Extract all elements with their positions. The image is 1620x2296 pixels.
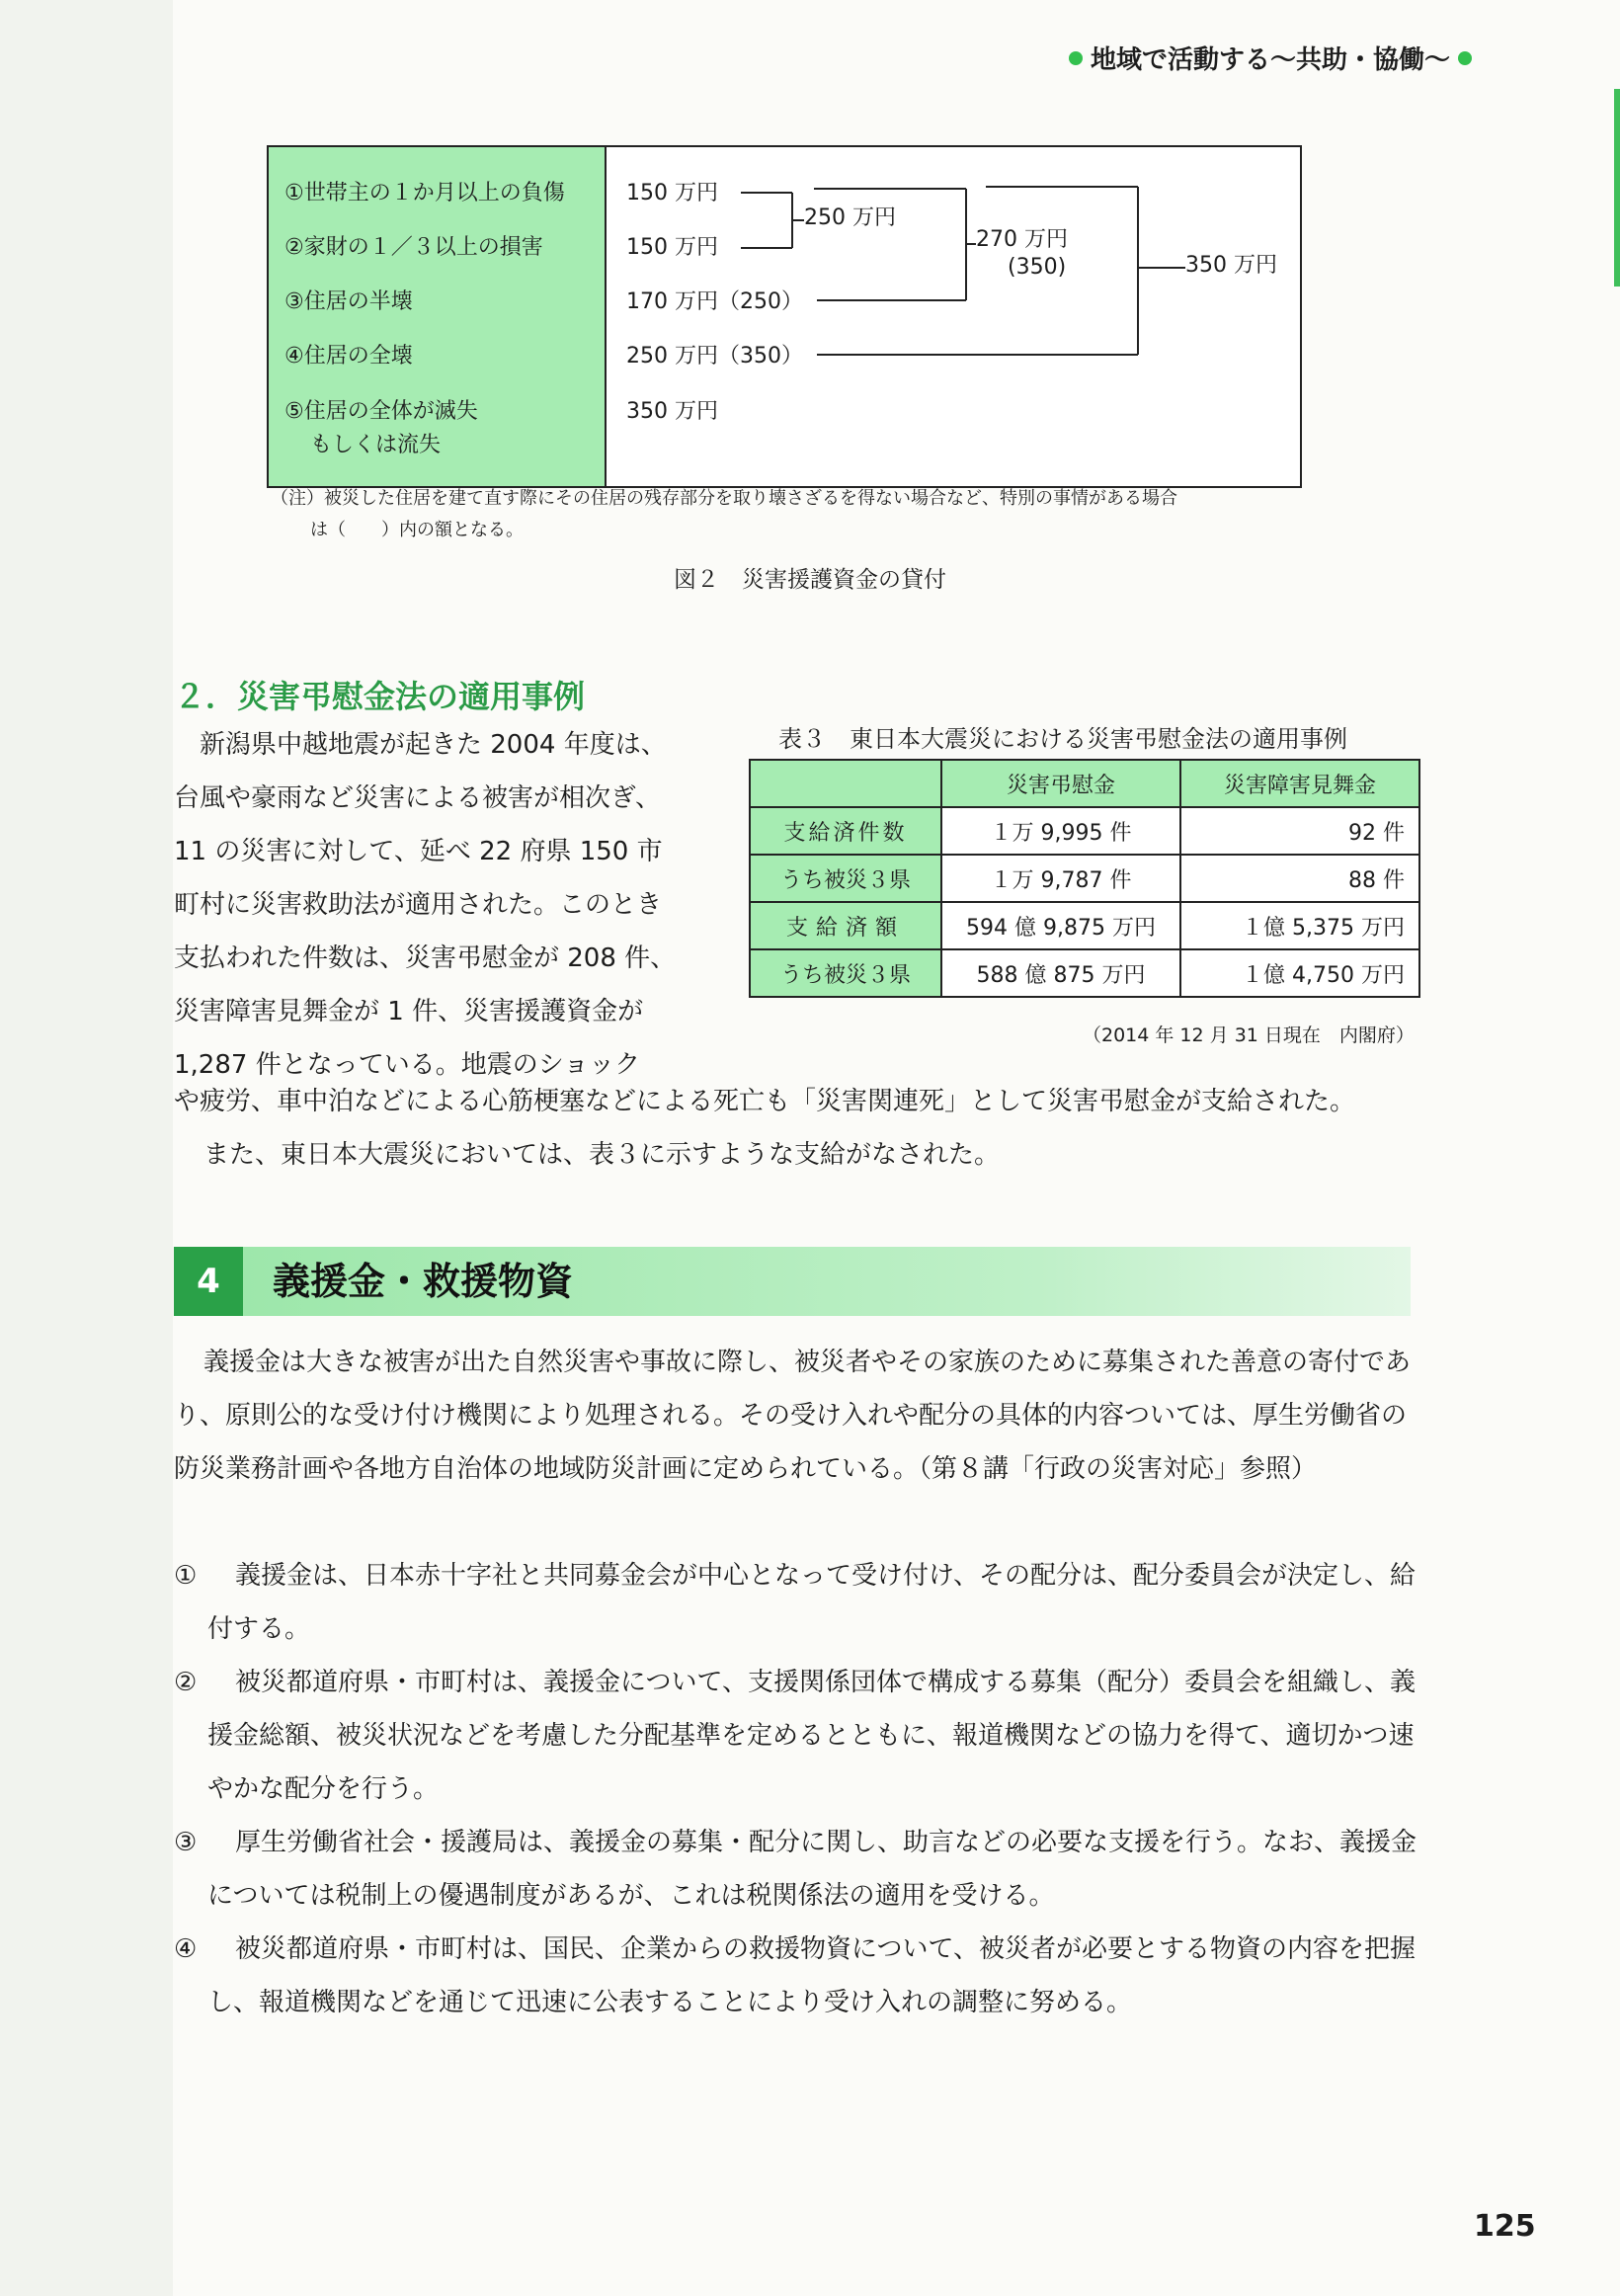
figure-note-line-1: （注）被災した住居を建て直す際にその住居の残存部分を取り壊さざるを得ない場合など、特別の事情がある場合 <box>271 488 1177 509</box>
figure-condition-5-cont: もしくは流失 <box>310 433 442 457</box>
table-cell: １億 4,750 万円 <box>1180 949 1419 997</box>
figure-2-diagram <box>267 145 1302 488</box>
figure-node-270: 270 万円 <box>976 227 1068 252</box>
table-col-header: 災害弔慰金 <box>941 760 1180 807</box>
section-4-intro: 義援金は大きな被害が出た自然災害や事故に際し、被災者やその家族のために募集された善意の寄付であり、原則公的な受け付け機関により処理される。その受け入れや配分の具体的内容ついては、厚生労働省の防災業務計画や各地方自治体の地域防災計画に定められている。（第８講「行政の災害対応」参照） <box>174 1348 1412 1484</box>
table-cell: １万 9,787 件 <box>941 855 1180 902</box>
body-line: 新潟県中越地震が起きた 2004 年度は、 <box>200 730 667 760</box>
body-line: 災害障害見舞金が 1 件、災害援護資金が <box>174 997 644 1026</box>
header-title: 地域で活動する～共助・協働～ <box>1090 45 1450 75</box>
figure-amount-3: 170 万円（250） <box>626 289 803 314</box>
figure-amount-2: 150 万円 <box>626 235 718 260</box>
figure-amount-4: 250 万円（350） <box>626 344 803 369</box>
table-cell: １万 9,995 件 <box>941 807 1180 855</box>
list-item <box>174 1656 1428 1816</box>
list-item-text: 厚生労働省社会・援護局は、義援金の募集・配分に関し、助言などの必要な支援を行う。なお、義援金については税制上の優遇制度があるが、これは税関係法の適用を受ける。 <box>207 1828 1418 1911</box>
figure-condition-5: ⑤住居の全体が滅失 <box>284 399 478 424</box>
list-marker: ④ <box>174 1934 198 1964</box>
page-edge-tab <box>1614 89 1620 287</box>
list-item <box>174 1816 1428 1923</box>
list-item <box>174 1923 1428 2029</box>
list-marker: ① <box>174 1561 198 1591</box>
table-cell: 594 億 9,875 万円 <box>941 902 1180 949</box>
table-row-label: うち被災３県 <box>750 949 941 997</box>
body-line: 11 の災害に対して、延べ 22 府県 150 市 <box>174 837 663 866</box>
figure-node-270-sub: (350) <box>1008 255 1067 280</box>
section-2-body-narrow <box>174 718 707 1092</box>
figure-amount-1: 150 万円 <box>626 181 718 205</box>
figure-condition-1: ①世帯主の１か月以上の負傷 <box>284 181 565 205</box>
section-2-body-last: また、東日本大震災においては、表３に示すような支給がなされた。 <box>203 1140 1001 1170</box>
table-cell: 88 件 <box>1180 855 1419 902</box>
body-line: 1,287 件となっている。地震のショック <box>174 1050 641 1080</box>
list-item-text: 被災都道府県・市町村は、義援金について、支援関係団体で構成する募集（配分）委員会を組織し、義援金総額、被災状況などを考慮した分配基準を定めるとともに、報道機関などの協力を得て、適切かつ速やかな配分を行う。 <box>207 1668 1416 1804</box>
section-4-heading: 義援金・救援物資 <box>273 1260 574 1303</box>
figure-condition-4: ④住居の全壊 <box>284 344 413 369</box>
table-3 <box>749 759 1420 998</box>
figure-note-line-2: は（ ）内の額となる。 <box>310 520 524 540</box>
section-2-heading: ２．災害弔慰金法の適用事例 <box>174 678 586 715</box>
table-header-row <box>750 760 1419 807</box>
figure-condition-2: ②家財の１／３以上の損害 <box>284 235 543 260</box>
table-corner-cell <box>750 760 941 807</box>
figure-2-caption: 図２ 災害援護資金の貸付 <box>674 567 946 593</box>
table-row-label: 支給済額 <box>750 902 941 949</box>
figure-condition-3: ③住居の半壊 <box>284 289 413 314</box>
list-marker: ③ <box>174 1828 198 1857</box>
section-4-number: 4 <box>174 1247 243 1316</box>
table-3-title: 表３ 東日本大震災における災害弔慰金法の適用事例 <box>778 725 1347 753</box>
table-row <box>750 855 1419 902</box>
table-col-header: 災害障害見舞金 <box>1180 760 1419 807</box>
table-row-label: 支給済件数 <box>750 807 941 855</box>
running-header <box>1069 40 1472 76</box>
page-margin-shade <box>0 0 173 2296</box>
figure-amount-5: 350 万円 <box>626 399 718 424</box>
table-cell: １億 5,375 万円 <box>1180 902 1419 949</box>
table-row <box>750 807 1419 855</box>
table-row <box>750 902 1419 949</box>
section-2-body-full: や疲労、車中泊などによる心筋梗塞などによる死亡も「災害関連死」として災害弔慰金が支給された。 <box>174 1087 1356 1116</box>
figure-node-350: 350 万円 <box>1185 253 1277 278</box>
table-row-label: うち被災３県 <box>750 855 941 902</box>
list-item-text: 被災都道府県・市町村は、国民、企業からの救援物資について、被災者が必要とする物資の内容を把握し、報道機関などを通じて迅速に公表することにより受け入れの調整に努める。 <box>207 1934 1416 2017</box>
body-line: 町村に災害救助法が適用された。このとき <box>174 890 663 920</box>
figure-2-note <box>271 483 1318 546</box>
bullet-dot-icon <box>1458 51 1472 65</box>
figure-node-250: 250 万円 <box>804 205 896 230</box>
table-cell: 92 件 <box>1180 807 1419 855</box>
page-number: 125 <box>1474 2209 1536 2244</box>
list-item <box>174 1549 1428 1656</box>
list-item-text: 義援金は、日本赤十字社と共同募金会が中心となって受け付け、その配分は、配分委員会が決定し、給付する。 <box>207 1561 1416 1644</box>
body-line: 支払われた件数は、災害弔慰金が 208 件、 <box>174 943 677 973</box>
table-3-source: （2014 年 12 月 31 日現在 内閣府） <box>1083 1025 1415 1046</box>
table-row <box>750 949 1419 997</box>
table-cell: 588 億 875 万円 <box>941 949 1180 997</box>
body-line: 台風や豪雨など災害による被害が相次ぎ、 <box>174 783 661 813</box>
list-marker: ② <box>174 1668 198 1697</box>
bullet-dot-icon <box>1069 51 1083 65</box>
